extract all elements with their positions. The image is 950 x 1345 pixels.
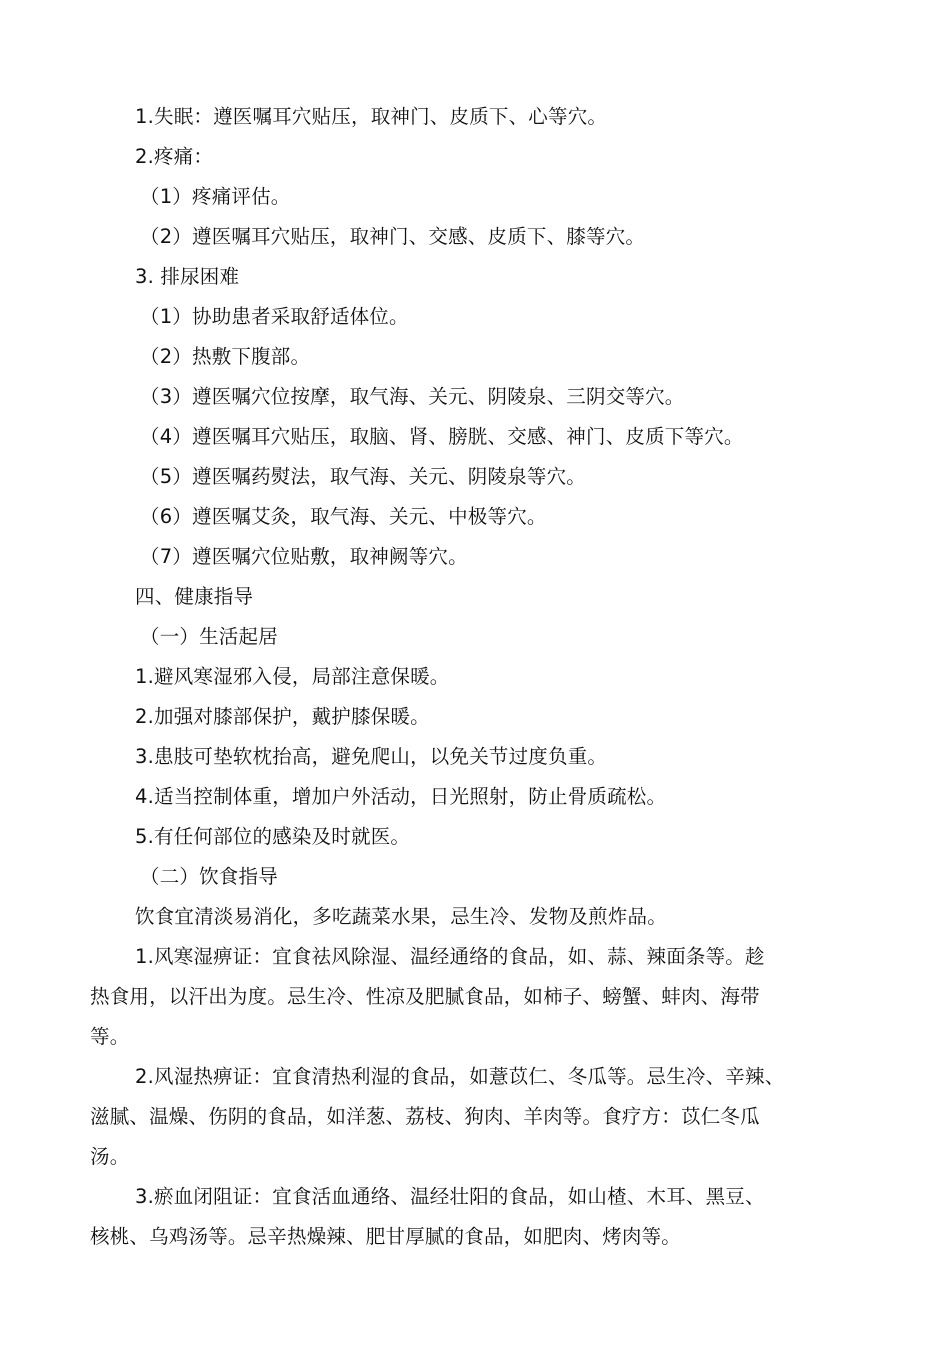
text-line: 2.风湿热痹证：宜食清热利湿的食品，如薏苡仁、冬瓜等。忌生冷、辛辣、 <box>135 1065 785 1088</box>
text-line: 热食用，以汗出为度。忌生冷、性凉及肥腻食品，如柿子、螃蟹、蚌肉、海带 <box>90 985 760 1008</box>
text-line: （1）疼痛评估。 <box>140 185 291 208</box>
text-line: 4.适当控制体重，增加户外活动，日光照射，防止骨质疏松。 <box>135 785 667 808</box>
text-line: 3.患肢可垫软枕抬高，避免爬山，以免关节过度负重。 <box>135 745 608 768</box>
text-line: （7）遵医嘱穴位贴敷，取神阙等穴。 <box>140 545 468 568</box>
text-line: 核桃、乌鸡汤等。忌辛热燥辣、肥甘厚腻的食品，如肥肉、烤肉等。 <box>90 1225 682 1248</box>
text-line: （2）热敷下腹部。 <box>140 345 311 368</box>
text-line: 3. 排尿困难 <box>135 265 240 288</box>
text-line: 汤。 <box>90 1145 130 1168</box>
text-line: 2.加强对膝部保护，戴护膝保暖。 <box>135 705 430 728</box>
subsection-heading: （二）饮食指导 <box>140 865 278 888</box>
text-line: （5）遵医嘱药熨法，取气海、关元、阴陵泉等穴。 <box>140 465 587 488</box>
text-line: （1）协助患者采取舒适体位。 <box>140 305 409 328</box>
text-line: 等。 <box>90 1025 130 1048</box>
section-heading: 四、健康指导 <box>135 585 254 608</box>
text-line: （2）遵医嘱耳穴贴压，取神门、交感、皮质下、膝等穴。 <box>140 225 646 248</box>
text-line: 5.有任何部位的感染及时就医。 <box>135 825 411 848</box>
text-line: 1.风寒湿痹证：宜食祛风除湿、温经通络的食品，如、蒜、辣面条等。趁 <box>135 945 765 968</box>
text-line: 3.瘀血闭阻证：宜食活血通络、温经壮阳的食品，如山楂、木耳、黑豆、 <box>135 1185 765 1208</box>
subsection-heading: （一）生活起居 <box>140 625 278 648</box>
text-line: （6）遵医嘱艾灸，取气海、关元、中极等穴。 <box>140 505 547 528</box>
text-line: 2.疼痛： <box>135 145 214 168</box>
text-line: （4）遵医嘱耳穴贴压，取脑、肾、膀胱、交感、神门、皮质下等穴。 <box>140 425 744 448</box>
text-line: 1.失眠：遵医嘱耳穴贴压，取神门、皮质下、心等穴。 <box>135 105 608 128</box>
text-line: 1.避风寒湿邪入侵，局部注意保暖。 <box>135 665 450 688</box>
text-line: 饮食宜清淡易消化，多吃蔬菜水果，忌生冷、发物及煎炸品。 <box>135 905 667 928</box>
text-line: 滋腻、温燥、伤阴的食品，如洋葱、荔枝、狗肉、羊肉等。食疗方：苡仁冬瓜 <box>90 1105 760 1128</box>
text-line: （3）遵医嘱穴位按摩，取气海、关元、阴陵泉、三阴交等穴。 <box>140 385 685 408</box>
